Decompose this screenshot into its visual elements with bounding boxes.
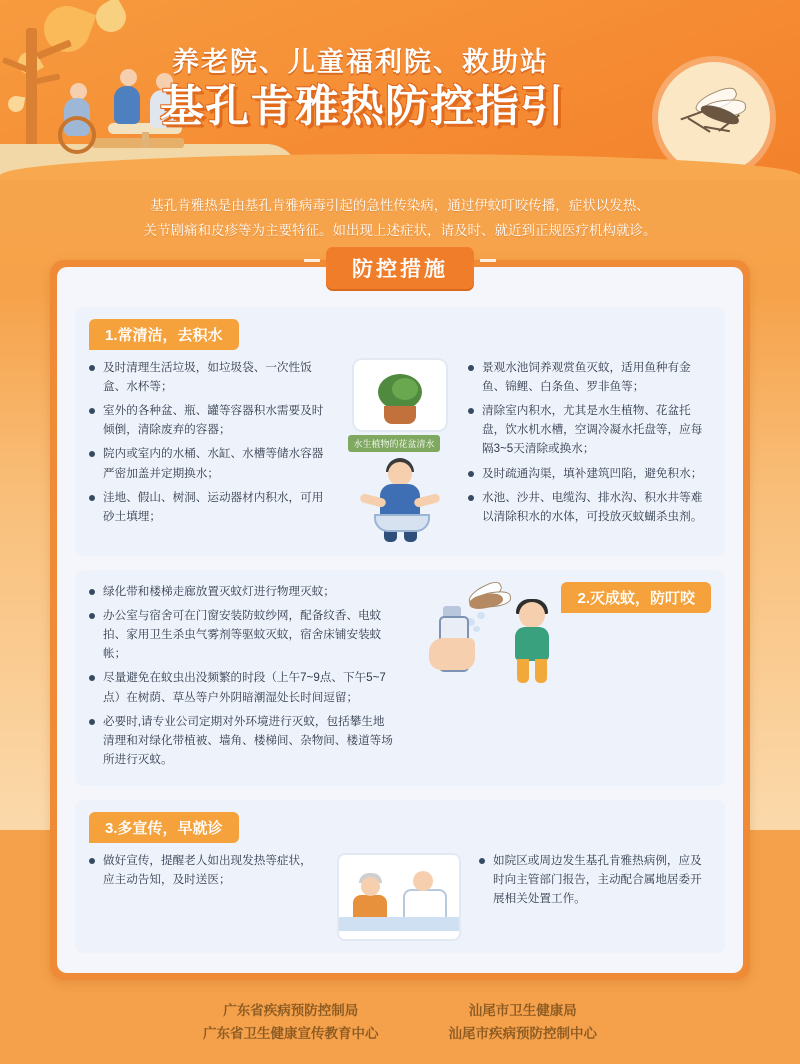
list-item: 如院区或周边发生基孔肯雅热病例，应及时向主管部门报告，主动配合属地居委开展相关处置工作。 (479, 851, 711, 908)
list-item: 清除室内积水，尤其是水生植物、花盆托盘，饮水机水槽，空调冷凝水托盘等，应每隔3~5天清除或换水； (468, 401, 711, 458)
footer-right-line-2: 汕尾市疾病预防控制中心 (448, 1026, 597, 1041)
section-3-right-list-wrap (479, 851, 711, 941)
intro-line-2: 关节剧痛和皮疹等为主要特征。如出现上述症状，请及时、就近到正规医疗机构就诊。 (143, 222, 657, 238)
intro-text (0, 178, 800, 254)
list-item: 院内或室内的水桶、水缸、水槽等储水容器严密加盖并定期换水； (89, 444, 332, 482)
wheelchair-icon (58, 116, 96, 154)
caregiver-person-body (114, 86, 140, 124)
title-block (160, 40, 565, 131)
section-1-illustration (348, 358, 452, 544)
section-1-label: 1.常清洁，去积水 (89, 319, 239, 350)
poster-footer (0, 980, 800, 1064)
section-cleaning (75, 307, 725, 556)
section-3-label: 3.多宣传，早就诊 (89, 812, 239, 843)
footer-left-line-1: 广东省疾病预防控制局 (223, 1003, 359, 1019)
list-item: 水池、沙井、电缆沟、排水沟、积水井等难以清除积水的水体，可投放灭蚊蝴杀虫剂。 (468, 488, 711, 526)
plant-caption: 水生植物的花盆清水 (348, 435, 440, 452)
footer-right-org (449, 1000, 598, 1046)
mosquito-icon (658, 62, 770, 174)
section-1-left-list (89, 358, 332, 526)
potted-plant-icon (352, 358, 448, 432)
poster-subtitle: 养老院、儿童福利院、救助站 (172, 47, 549, 77)
measures-panel-frame (50, 257, 750, 980)
section-publicity (75, 800, 725, 953)
section-2-list-wrap (89, 582, 395, 774)
section-3-right-list (479, 851, 711, 908)
leaf-icon (91, 0, 132, 37)
section-3-illustration (337, 851, 463, 941)
section-1-right-list-wrap (468, 358, 711, 544)
panel-title: 防控措施 (326, 247, 474, 289)
list-item: 及时疏通沟渠，填补建筑凹陷，避免积水； (468, 464, 711, 483)
section-3-left-list-wrap (89, 851, 321, 941)
doctor-consultation-icon (337, 853, 461, 941)
intro-line-1: 基孔肯雅热是由基孔肯雅病毒引起的急性传染病，通过伊蚊叮咬传播，症状以发热、 (150, 198, 650, 213)
list-item: 室外的各种盆、瓶、罐等容器积水需要及时倾倒，清除废弃的容器； (89, 401, 332, 439)
section-2-label: 2.灭成蚊，防叮咬 (561, 582, 711, 613)
list-item: 必要时,请专业公司定期对外环境进行灭蚊，包括攀生地清理和对绿化带植被、墙角、楼梯间、杂物间、楼道等场所进行灭蚊。 (89, 712, 395, 769)
footer-right-line-1: 汕尾市卫生健康局 (468, 1003, 577, 1019)
list-item: 洼地、假山、树洞、运动器材内积水，可用砂土填埋； (89, 488, 332, 526)
list-item: 办公室与宿舍可在门窗安装防蚊纱网，配备纹香、电蚊拍、家用卫生杀虫气雾剂等驱蚊灭蚊，宿舍床铺安装蚊帐； (89, 606, 395, 663)
footer-left-line-2: 广东省卫生健康宣传教育中心 (203, 1026, 379, 1041)
tree-branch-icon (34, 73, 61, 84)
section-1-left-list-wrap (89, 358, 332, 544)
hand-icon (429, 638, 475, 670)
footer-left-org (203, 1000, 379, 1046)
poster-header (0, 0, 800, 178)
leaf-icon (7, 95, 26, 114)
person-washing-basin-icon (354, 458, 446, 544)
bench-icon (92, 138, 184, 148)
list-item: 做好宣传，提醒老人如出现发热等症状，应主动告知，及时送医； (89, 851, 321, 889)
table-leg-shape (142, 132, 149, 148)
list-item: 及时清理生活垃圾，如垃圾袋、一次性饭盒、水杯等； (89, 358, 332, 396)
tree-icon (26, 28, 37, 148)
caregiver-person-icon (120, 69, 137, 86)
measures-panel (57, 257, 743, 973)
list-item: 景观水池饲养观赏鱼灭蚊，适用鱼种有金鱼、锦鲤、白条鱼、罗非鱼等； (468, 358, 711, 396)
section-3-left-list (89, 851, 321, 889)
section-2-list (89, 582, 395, 769)
section-kill-mosquitoes (75, 570, 725, 786)
poster-title: 基孔肯雅热防控指引 (160, 82, 565, 131)
list-item: 绿化带和楼梯走廊放置灭蚊灯进行物理灭蚊； (89, 582, 395, 601)
list-item: 尽量避免在蚊虫出没频繁的时段（上午7~9点、下午5~7点）在树荫、草丛等户外阴暗潮湿处长时间逗留； (89, 668, 395, 706)
section-1-right-list (468, 358, 711, 526)
section-2-illustration (411, 582, 561, 692)
boy-icon (505, 602, 561, 686)
